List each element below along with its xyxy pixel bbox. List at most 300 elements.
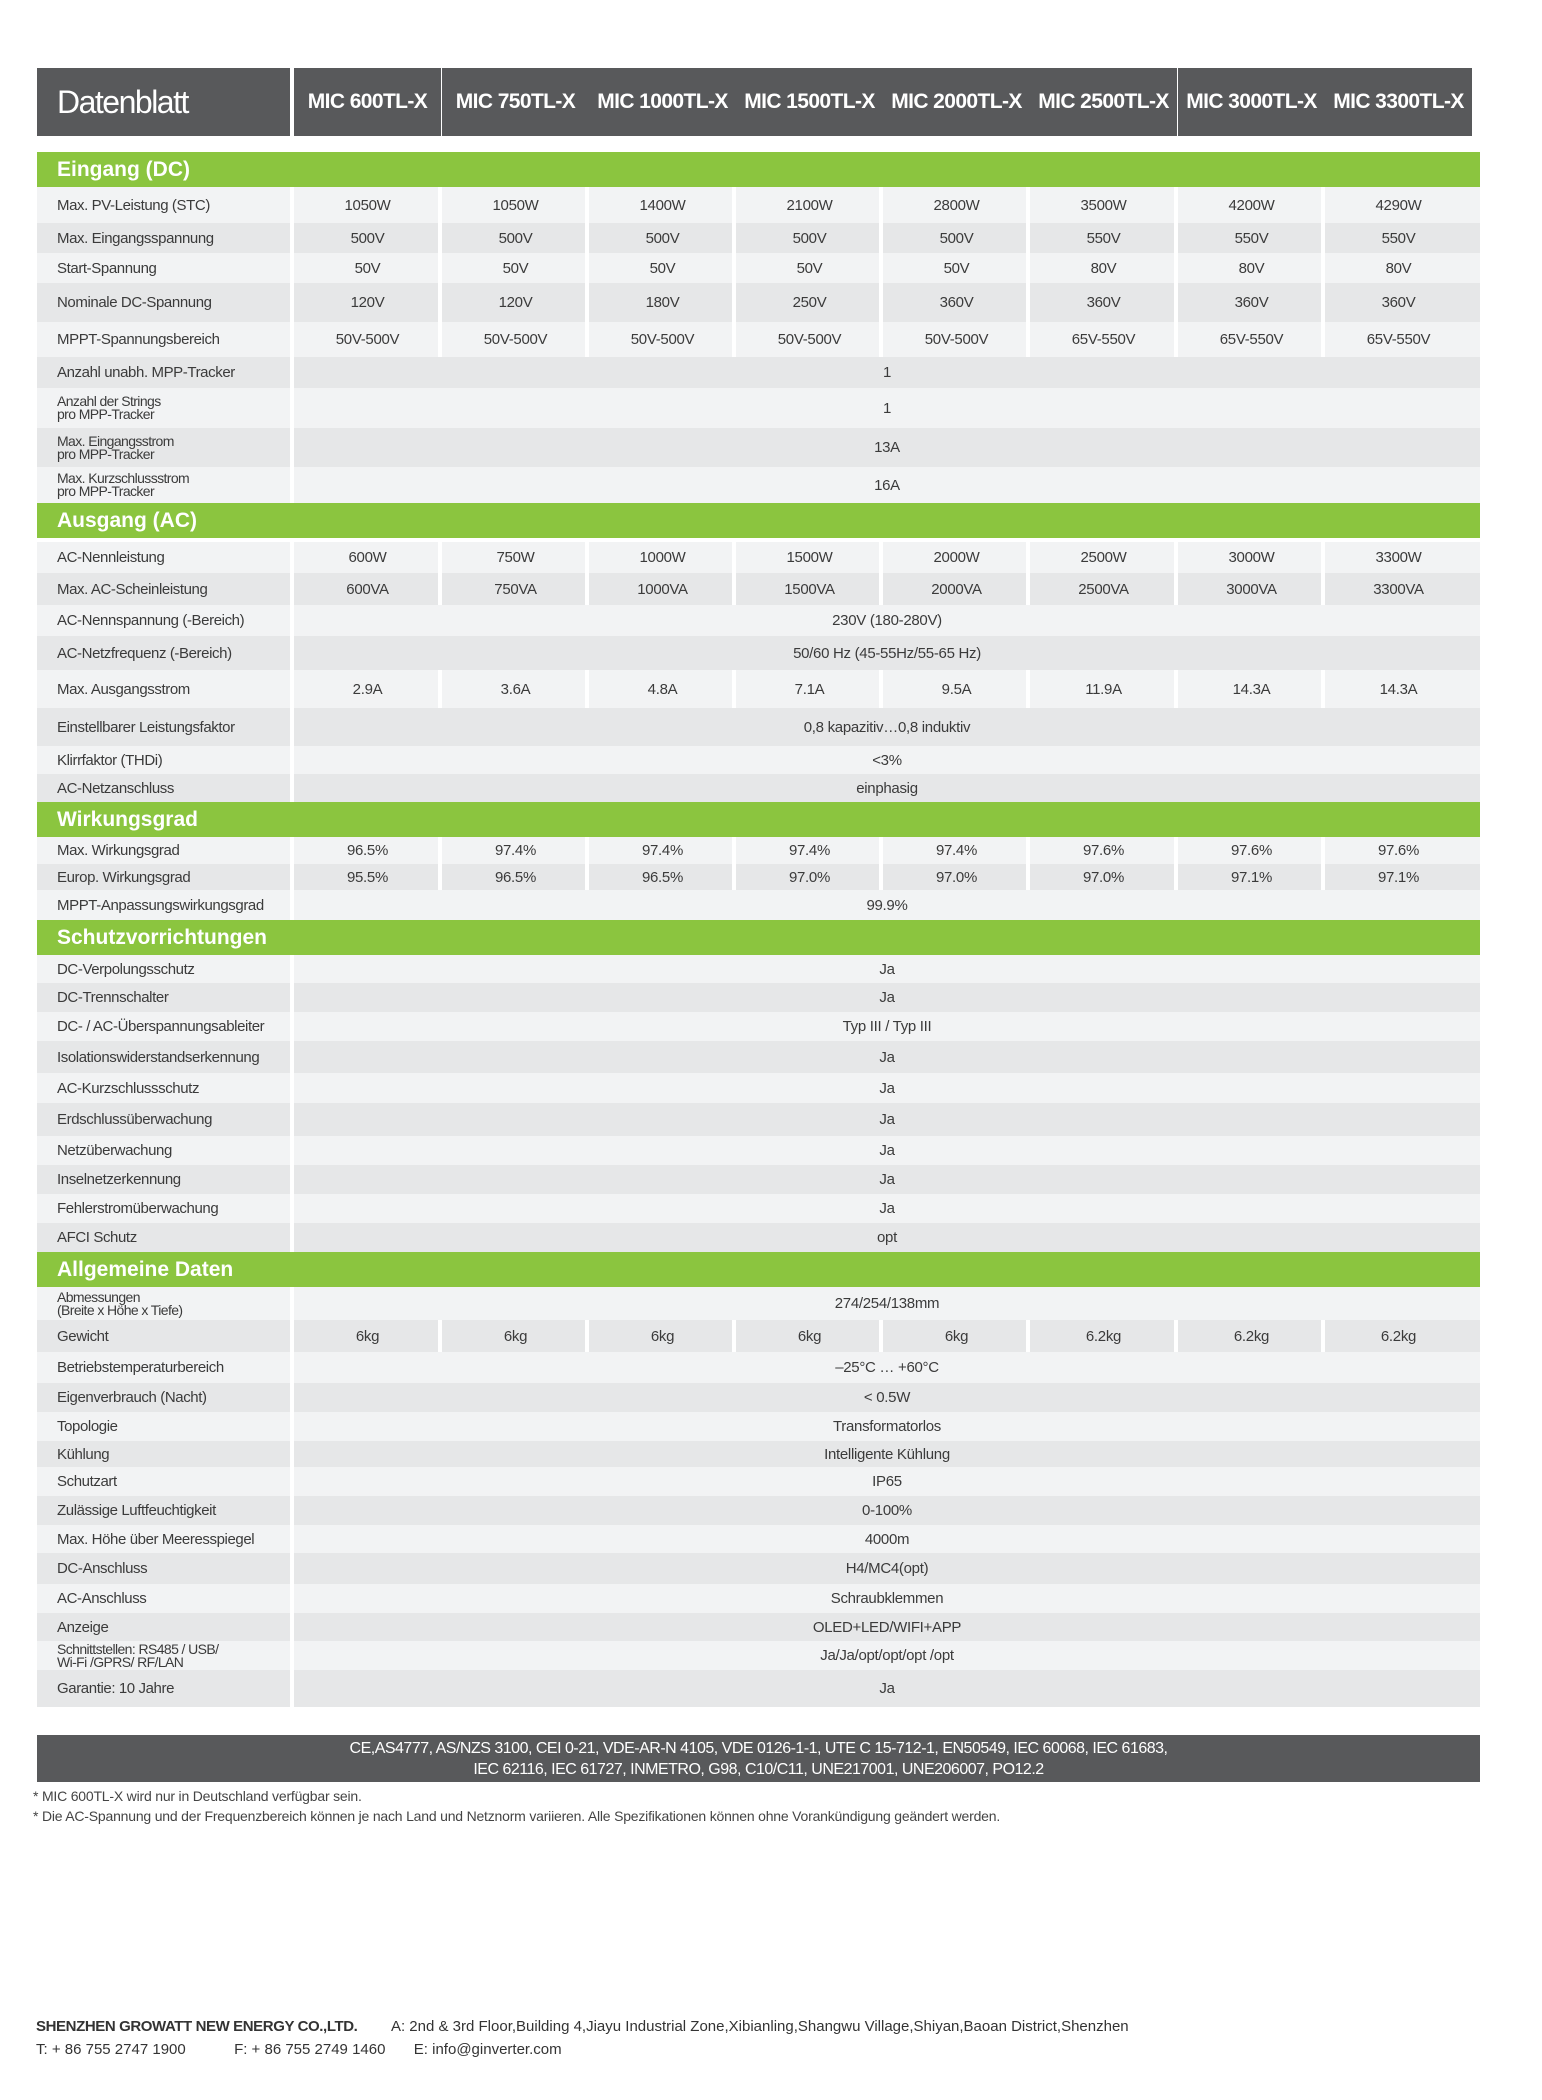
spec-label: DC-Trennschalter	[57, 989, 169, 1006]
spec-value: 1500VA	[784, 580, 835, 598]
spec-value: 97.6%	[1230, 842, 1273, 859]
column-divider	[1174, 864, 1178, 890]
spec-value: 3.6A	[500, 680, 531, 698]
spec-value: 3000W	[1228, 549, 1275, 566]
spec-label: AFCI Schutz	[57, 1229, 137, 1246]
spec-row	[37, 1525, 1480, 1553]
spec-value-merged: 50/60 Hz (45-55Hz/55-65 Hz)	[793, 644, 981, 662]
column-divider	[585, 322, 589, 357]
datasheet-title: Datenblatt	[37, 68, 290, 136]
spec-row	[37, 357, 1480, 388]
column-divider	[1321, 223, 1325, 253]
spec-label: Nominale DC-Spannung	[57, 294, 212, 311]
column-divider	[438, 573, 442, 605]
spec-label: DC-Anschluss	[57, 1560, 148, 1577]
column-divider	[879, 283, 883, 322]
spec-value: 6kg	[650, 1327, 675, 1345]
column-divider	[879, 573, 883, 605]
spec-row	[37, 1165, 1480, 1194]
column-divider	[879, 837, 883, 864]
column-divider	[438, 223, 442, 253]
spec-value: 50V-500V	[483, 331, 548, 348]
column-divider	[1321, 864, 1325, 890]
spec-value: 14.3A	[1232, 680, 1271, 698]
spec-label: Fehlerstromüberwachung	[57, 1200, 219, 1217]
spec-value-merged: 0-100%	[862, 1502, 912, 1519]
spec-row	[37, 573, 1480, 605]
spec-value-merged: Intelligente Kühlung	[824, 1445, 950, 1463]
column-divider	[1174, 542, 1178, 573]
section-header: Eingang (DC)	[37, 152, 1480, 187]
column-divider	[438, 542, 442, 573]
spec-row	[37, 1383, 1480, 1412]
column-divider	[585, 283, 589, 322]
spec-label: Max. Höhe über Meeresspiegel	[57, 1530, 255, 1548]
spec-value-merged: Ja/Ja/opt/opt/opt /opt	[820, 1647, 954, 1664]
spec-row	[37, 1553, 1480, 1584]
spec-value: 360V	[1381, 294, 1416, 311]
spec-row	[37, 746, 1480, 774]
model-header: MIC 3000TL-X	[1178, 68, 1325, 136]
spec-value: 9.5A	[941, 680, 972, 698]
spec-value: 97.1%	[1377, 868, 1420, 886]
spec-value: 3500W	[1080, 196, 1127, 214]
model-header: MIC 1500TL-X	[736, 68, 883, 136]
column-divider	[585, 1320, 589, 1352]
spec-value: 96.5%	[346, 842, 389, 859]
column-divider	[438, 253, 442, 283]
company-email[interactable]: E: info@ginverter.com	[413, 2041, 562, 2058]
spec-value: 97.0%	[935, 868, 978, 886]
spec-value-merged: 13A	[874, 439, 900, 456]
spec-value-merged: Schraubklemmen	[830, 1590, 944, 1607]
column-divider	[732, 837, 736, 864]
spec-label: Gewicht	[57, 1327, 109, 1345]
column-divider	[1026, 223, 1030, 253]
spec-label: Eigenverbrauch (Nacht)	[57, 1389, 207, 1406]
spec-label: Max. Eingangsspannung	[57, 229, 214, 247]
spec-value: 600W	[348, 549, 387, 566]
spec-label: Kühlung	[57, 1445, 110, 1463]
spec-value: 360V	[1234, 294, 1269, 311]
spec-value: 250V	[792, 294, 827, 311]
column-divider	[1026, 864, 1030, 890]
spec-value: 3300W	[1375, 549, 1422, 566]
column-divider	[1321, 322, 1325, 357]
spec-label: DC-Verpolungsschutz	[57, 960, 195, 978]
model-header: MIC 1000TL-X	[589, 68, 736, 136]
column-divider	[1174, 223, 1178, 253]
spec-label: Max. Kurzschlussstrom pro MPP-Tracker	[57, 470, 190, 499]
spec-value: 50V	[354, 259, 381, 277]
spec-label: Europ. Wirkungsgrad	[57, 868, 191, 886]
spec-value: 65V-550V	[1366, 331, 1431, 348]
spec-row	[37, 983, 1480, 1012]
column-divider	[1321, 187, 1325, 223]
spec-label: Start-Spannung	[57, 259, 157, 277]
spec-row	[37, 708, 1480, 746]
column-divider	[1026, 253, 1030, 283]
spec-label: Max. Ausgangsstrom	[57, 680, 190, 698]
column-divider	[1174, 837, 1178, 864]
column-divider	[1026, 1320, 1030, 1352]
company-address: A: 2nd & 3rd Floor,Building 4,Jiayu Industrial Zone,Xibianling,Shangwu Village,Shiyan,Baoan District,Shenzhen	[390, 2018, 1129, 2035]
column-divider	[438, 864, 442, 890]
section-header: Schutzvorrichtungen	[37, 920, 1480, 955]
column-divider	[879, 542, 883, 573]
column-divider	[1321, 542, 1325, 573]
spec-row	[37, 670, 1480, 708]
column-divider	[732, 864, 736, 890]
spec-label: Anzeige	[57, 1618, 109, 1636]
spec-value-merged: –25°C … +60°C	[835, 1359, 939, 1376]
spec-value: 1050W	[344, 196, 391, 214]
column-divider	[732, 1320, 736, 1352]
spec-label: Anzahl der Strings pro MPP-Tracker	[57, 393, 161, 422]
spec-row	[37, 1613, 1480, 1641]
column-divider	[1174, 670, 1178, 708]
spec-row	[37, 322, 1480, 357]
spec-value: 500V	[939, 229, 974, 247]
spec-value-merged: Ja	[879, 1171, 895, 1188]
spec-value: 50V	[649, 259, 676, 277]
column-divider	[732, 253, 736, 283]
model-header: MIC 750TL-X	[442, 68, 589, 136]
column-divider	[879, 1320, 883, 1352]
spec-value: 96.5%	[641, 868, 684, 886]
column-divider	[732, 187, 736, 223]
spec-row	[37, 1584, 1480, 1613]
certifications-bar	[37, 1735, 1480, 1782]
spec-row	[37, 890, 1480, 920]
column-divider	[1174, 573, 1178, 605]
section-header: Allgemeine Daten	[37, 1252, 1480, 1287]
spec-label: Erdschlussüberwachung	[57, 1111, 213, 1128]
spec-value: 1000VA	[637, 580, 688, 598]
column-divider	[438, 322, 442, 357]
spec-row	[37, 1320, 1480, 1352]
footnote-1: * MIC 600TL-X wird nur in Deutschland verfügbar sein.	[33, 1788, 362, 1804]
spec-row	[37, 1441, 1480, 1467]
column-divider	[438, 837, 442, 864]
spec-value-merged: Ja	[879, 1200, 895, 1217]
column-divider	[1026, 670, 1030, 708]
column-divider	[1174, 187, 1178, 223]
spec-value: 50V-500V	[924, 331, 989, 348]
spec-label: AC-Anschluss	[57, 1590, 147, 1607]
section-header: Ausgang (AC)	[37, 503, 1480, 538]
column-divider	[585, 670, 589, 708]
column-divider	[1026, 573, 1030, 605]
certifications-line-1: CE,AS4777, AS/NZS 3100, CEI 0-21, VDE-AR-N 4105, VDE 0126-1-1, UTE C 15-712-1, EN50549, IEC 60068, IEC 61683,	[349, 1739, 1168, 1757]
column-divider	[1026, 187, 1030, 223]
spec-value: 97.4%	[494, 842, 537, 859]
column-divider	[585, 223, 589, 253]
spec-row	[37, 467, 1480, 503]
spec-value-merged: Ja	[879, 1111, 895, 1128]
spec-value: 6.2kg	[1380, 1327, 1417, 1345]
spec-label: Max. PV-Leistung (STC)	[57, 196, 210, 214]
spec-label: AC-Kurzschlussschutz	[57, 1079, 200, 1097]
spec-value-merged: IP65	[872, 1473, 902, 1490]
spec-value: 50V-500V	[777, 331, 842, 348]
spec-value-merged: 1	[882, 364, 892, 381]
spec-value: 6kg	[797, 1327, 822, 1345]
spec-row	[37, 1467, 1480, 1496]
spec-label: MPPT-Spannungsbereich	[57, 331, 220, 348]
column-divider	[879, 670, 883, 708]
column-divider	[732, 573, 736, 605]
company-phone: T: + 86 755 2747 1900	[36, 2041, 186, 2058]
spec-value: 2500VA	[1078, 580, 1129, 598]
spec-value-merged: 230V (180-280V)	[832, 612, 942, 629]
spec-label: Abmessungen (Breite x Höhe x Tiefe)	[57, 1288, 183, 1318]
column-divider	[1321, 837, 1325, 864]
column-divider	[585, 542, 589, 573]
spec-value: 4200W	[1228, 196, 1275, 214]
model-header: MIC 2000TL-X	[883, 68, 1030, 136]
spec-row	[37, 1352, 1480, 1383]
spec-value-merged: 99.9%	[866, 896, 908, 914]
spec-value: 120V	[350, 294, 385, 311]
spec-value: 50V	[502, 259, 529, 277]
spec-label: Klirrfaktor (THDi)	[57, 751, 163, 769]
spec-row	[37, 774, 1480, 802]
spec-value: 97.4%	[641, 842, 684, 859]
spec-label: AC-Netzanschluss	[57, 779, 174, 797]
spec-row	[37, 223, 1480, 253]
spec-value: 97.1%	[1230, 868, 1273, 886]
spec-value: 97.4%	[788, 842, 831, 859]
spec-label: Topologie	[57, 1418, 118, 1435]
spec-row	[37, 388, 1480, 428]
spec-value: 1000W	[639, 549, 686, 566]
spec-value: 65V-550V	[1071, 331, 1136, 348]
spec-value: 80V	[1385, 259, 1412, 277]
spec-row	[37, 542, 1480, 573]
column-divider	[879, 187, 883, 223]
spec-value-merged: < 0.5W	[863, 1389, 911, 1406]
spec-label: AC-Nennleistung	[57, 549, 165, 566]
footer-line-2	[36, 2041, 562, 2058]
spec-label: Max. Wirkungsgrad	[57, 842, 180, 859]
spec-value: 11.9A	[1085, 680, 1122, 698]
spec-label: Zulässige Luftfeuchtigkeit	[57, 1502, 216, 1519]
spec-row	[37, 1073, 1480, 1103]
spec-value: 80V	[1090, 259, 1117, 277]
column-divider	[732, 670, 736, 708]
column-divider	[438, 187, 442, 223]
column-divider	[1321, 573, 1325, 605]
column-divider	[732, 322, 736, 357]
column-divider	[1321, 670, 1325, 708]
spec-value: 50V-500V	[335, 331, 400, 348]
spec-row	[37, 837, 1480, 864]
company-name: SHENZHEN GROWATT NEW ENERGY CO.,LTD.	[36, 2018, 358, 2035]
spec-label: DC- / AC-Überspannungsableiter	[57, 1018, 265, 1035]
model-header: MIC 2500TL-X	[1030, 68, 1177, 136]
column-divider	[585, 837, 589, 864]
column-divider	[585, 187, 589, 223]
column-divider	[1174, 283, 1178, 322]
column-divider	[1321, 283, 1325, 322]
spec-value: 1400W	[639, 196, 686, 214]
spec-value: 65V-550V	[1219, 331, 1284, 348]
spec-value-merged: Ja	[879, 989, 895, 1006]
spec-value-merged: 16A	[874, 476, 900, 494]
spec-label: AC-Nennspannung (-Bereich)	[57, 612, 245, 629]
spec-row	[37, 1223, 1480, 1252]
spec-value: 3300VA	[1373, 580, 1424, 598]
spec-row	[37, 1012, 1480, 1041]
spec-value: 2000W	[933, 549, 980, 566]
spec-value: 500V	[645, 229, 680, 247]
spec-label: Max. Eingangsstrom pro MPP-Tracker	[57, 432, 174, 462]
spec-value: 750W	[496, 549, 535, 566]
spec-value: 14.3A	[1379, 680, 1418, 698]
spec-label: Isolationswiderstandserkennung	[57, 1048, 260, 1066]
spec-value: 550V	[1234, 229, 1269, 247]
spec-label: Betriebstemperaturbereich	[57, 1359, 224, 1376]
spec-label: Anzahl unabh. MPP-Tracker	[57, 364, 235, 381]
spec-value-merged: 4000m	[864, 1530, 910, 1548]
spec-value-merged: 0,8 kapazitiv…0,8 induktiv	[803, 718, 971, 736]
spec-value-merged: Ja	[879, 1048, 895, 1066]
column-divider	[732, 283, 736, 322]
column-divider	[1026, 283, 1030, 322]
spec-row	[37, 864, 1480, 890]
spec-row	[37, 253, 1480, 283]
spec-value: 80V	[1238, 259, 1265, 277]
spec-value-merged: H4/MC4(opt)	[845, 1560, 929, 1577]
spec-label: MPPT-Anpassungswirkungsgrad	[57, 896, 264, 914]
spec-value: 1500W	[786, 549, 833, 566]
spec-value: 120V	[498, 294, 533, 311]
spec-label: Netzüberwachung	[57, 1142, 172, 1159]
spec-label: Garantie: 10 Jahre	[57, 1680, 175, 1697]
spec-value: 550V	[1381, 229, 1416, 247]
column-divider	[1026, 837, 1030, 864]
spec-value: 97.4%	[935, 842, 978, 859]
spec-value: 360V	[939, 294, 974, 311]
column-divider	[1026, 322, 1030, 357]
spec-row	[37, 283, 1480, 322]
spec-value: 2100W	[786, 196, 833, 214]
footer-line-1	[36, 2018, 1129, 2035]
spec-row	[37, 1194, 1480, 1223]
spec-label: AC-Netzfrequenz (-Bereich)	[57, 644, 232, 662]
spec-row	[37, 1670, 1480, 1707]
spec-value: 500V	[350, 229, 385, 247]
column-divider	[1174, 1320, 1178, 1352]
spec-label: Max. AC-Scheinleistung	[57, 580, 208, 598]
spec-value-merged: einphasig	[856, 779, 918, 797]
spec-label: Schutzart	[57, 1473, 117, 1490]
spec-value: 1050W	[492, 196, 539, 214]
spec-value: 600VA	[346, 580, 389, 598]
spec-value: 2000VA	[931, 580, 982, 598]
spec-value: 6kg	[944, 1327, 969, 1345]
certifications-line-2: IEC 62116, IEC 61727, INMETRO, G98, C10/C11, UNE217001, UNE206007, PO12.2	[473, 1760, 1044, 1778]
spec-value-merged: Ja	[879, 1142, 895, 1159]
column-divider	[879, 864, 883, 890]
spec-value: 6.2kg	[1233, 1327, 1270, 1345]
spec-value: 2.9A	[352, 680, 383, 698]
column-divider	[585, 864, 589, 890]
spec-row	[37, 1041, 1480, 1073]
spec-row	[37, 1136, 1480, 1165]
spec-value: 750VA	[494, 580, 537, 598]
spec-value: 4.8A	[647, 680, 678, 698]
spec-value-merged: 1	[882, 399, 892, 417]
spec-value: 95.5%	[346, 868, 389, 886]
spec-row	[37, 605, 1480, 636]
spec-value: 6.2kg	[1085, 1327, 1122, 1345]
spec-value: 50V	[796, 259, 823, 277]
spec-row	[37, 955, 1480, 983]
spec-value: 360V	[1086, 294, 1121, 311]
spec-value: 50V-500V	[630, 331, 695, 348]
column-divider	[438, 283, 442, 322]
footnote-2: * Die AC-Spannung und der Frequenzbereich können je nach Land und Netznorm variieren. Alle Spezifikationen können ohne Vorankündigung geändert werden.	[33, 1808, 1001, 1824]
spec-value: 3000VA	[1226, 580, 1277, 598]
spec-row	[37, 1287, 1480, 1320]
spec-value-merged: opt	[877, 1229, 897, 1246]
spec-row	[37, 428, 1480, 467]
spec-value: 97.6%	[1377, 842, 1420, 859]
company-fax: F: + 86 755 2749 1460	[234, 2041, 386, 2058]
spec-value: 7.1A	[794, 680, 825, 698]
column-divider	[879, 322, 883, 357]
spec-value-merged: Transformatorlos	[832, 1418, 941, 1435]
spec-value: 97.6%	[1082, 842, 1125, 859]
column-divider	[1174, 322, 1178, 357]
column-divider	[732, 542, 736, 573]
column-divider	[879, 253, 883, 283]
spec-label: Inselnetzerkennung	[57, 1171, 181, 1188]
spec-row	[37, 187, 1480, 223]
column-divider	[732, 223, 736, 253]
spec-label: Schnittstellen: RS485 / USB/ Wi-Fi /GPRS/ RF/LAN	[57, 1640, 219, 1670]
spec-value-merged: Ja	[879, 960, 895, 978]
spec-value: 6kg	[355, 1327, 380, 1345]
spec-value: 550V	[1086, 229, 1121, 247]
spec-value: 500V	[498, 229, 533, 247]
spec-value: 97.0%	[1082, 868, 1125, 886]
spec-row	[37, 1641, 1480, 1670]
spec-value-merged: Typ III / Typ III	[842, 1018, 932, 1035]
spec-value: 500V	[792, 229, 827, 247]
column-divider	[1321, 1320, 1325, 1352]
spec-row	[37, 636, 1480, 670]
spec-row	[37, 1412, 1480, 1441]
spec-value: 4290W	[1375, 196, 1422, 214]
spec-value: 96.5%	[494, 868, 537, 886]
spec-row	[37, 1103, 1480, 1136]
column-divider	[1026, 542, 1030, 573]
spec-value: 6kg	[503, 1327, 528, 1345]
column-divider	[1321, 253, 1325, 283]
spec-value: 2800W	[933, 196, 980, 214]
column-divider	[879, 223, 883, 253]
spec-value: 97.0%	[788, 868, 831, 886]
spec-value-merged: OLED+LED/WIFI+APP	[812, 1618, 962, 1636]
spec-value-merged: <3%	[872, 751, 902, 769]
spec-value-merged: Ja	[879, 1680, 895, 1697]
column-divider	[585, 253, 589, 283]
column-divider	[438, 1320, 442, 1352]
spec-value: 50V	[943, 259, 970, 277]
